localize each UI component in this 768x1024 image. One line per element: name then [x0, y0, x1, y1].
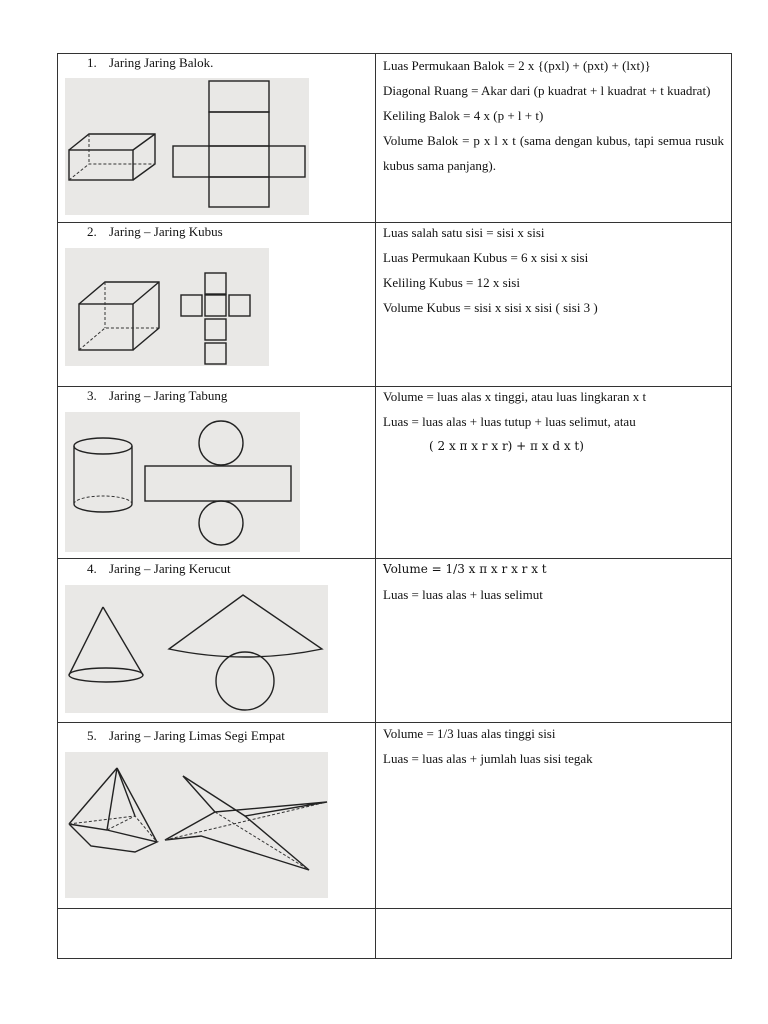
pyramid-net-drawing [65, 752, 328, 898]
row-formulas [383, 53, 724, 178]
formula-line: Volume = 1/3 x π x r x r x t [383, 562, 547, 576]
formula-line: Keliling Balok = 4 x (p + l + t) [383, 108, 544, 123]
row-formulas [383, 384, 724, 459]
row-heading [87, 55, 213, 71]
formula-line: Keliling Kubus = 12 x sisi [383, 275, 520, 290]
row-formulas [383, 220, 724, 320]
formula-line: Luas = luas alas + luas selimut [383, 587, 543, 602]
formula-line: Volume Balok = p x l x t (sama dengan kubus, tapi semua rusuk kubus sama panjang). [383, 133, 724, 173]
row-title: Jaring – Jaring Limas Segi Empat [109, 728, 285, 743]
formula-line: Luas Permukaan Balok = 2 x {(pxl) + (pxt) + (lxt)} [383, 58, 651, 73]
pyramid-net-illustration [65, 752, 328, 898]
row-title: Jaring – Jaring Tabung [109, 388, 228, 403]
row-number: 2. [87, 224, 97, 239]
formula-line: Luas salah satu sisi = sisi x sisi [383, 225, 545, 240]
cube-net-illustration [65, 248, 269, 366]
row-number: 5. [87, 728, 97, 743]
formula-line: Luas = luas alas + jumlah luas sisi tegak [383, 751, 593, 766]
formula-line: Luas = luas alas + luas tutup + luas selimut, atau [383, 414, 636, 429]
cuboid-net-illustration [65, 78, 309, 215]
column-divider [375, 53, 376, 959]
formula-line: Volume = luas alas x tinggi, atau luas lingkaran x t [383, 389, 647, 404]
row-heading [87, 224, 223, 240]
row-formulas [383, 721, 724, 771]
formula-line: Diagonal Ruang = Akar dari (p kuadrat + l kuadrat + t kuadrat) [383, 83, 711, 98]
cone-net-illustration [65, 585, 328, 713]
cylinder-net-illustration [65, 412, 300, 552]
row-title: Jaring – Jaring Kerucut [109, 561, 231, 576]
row-heading [87, 728, 285, 744]
formula-line: ( 2 x π x r x r) + π x d x t) [429, 439, 584, 453]
cylinder-net-drawing [65, 412, 300, 552]
row-divider [57, 908, 732, 909]
row-formulas [383, 557, 724, 607]
formula-line: Volume = 1/3 luas alas tinggi sisi [383, 726, 556, 741]
row-heading [87, 561, 231, 577]
cone-net-drawing [65, 585, 328, 713]
row-number: 1. [87, 55, 97, 70]
row-number: 3. [87, 388, 97, 403]
formula-line: Luas Permukaan Kubus = 6 x sisi x sisi [383, 250, 589, 265]
row-title: Jaring – Jaring Kubus [109, 224, 223, 239]
row-title: Jaring Jaring Balok. [109, 55, 214, 70]
row-number: 4. [87, 561, 97, 576]
row-heading [87, 388, 227, 404]
cuboid-net-drawing [65, 78, 309, 215]
formula-line: Volume Kubus = sisi x sisi x sisi ( sisi 3 ) [383, 300, 598, 315]
cube-net-drawing [65, 248, 269, 366]
